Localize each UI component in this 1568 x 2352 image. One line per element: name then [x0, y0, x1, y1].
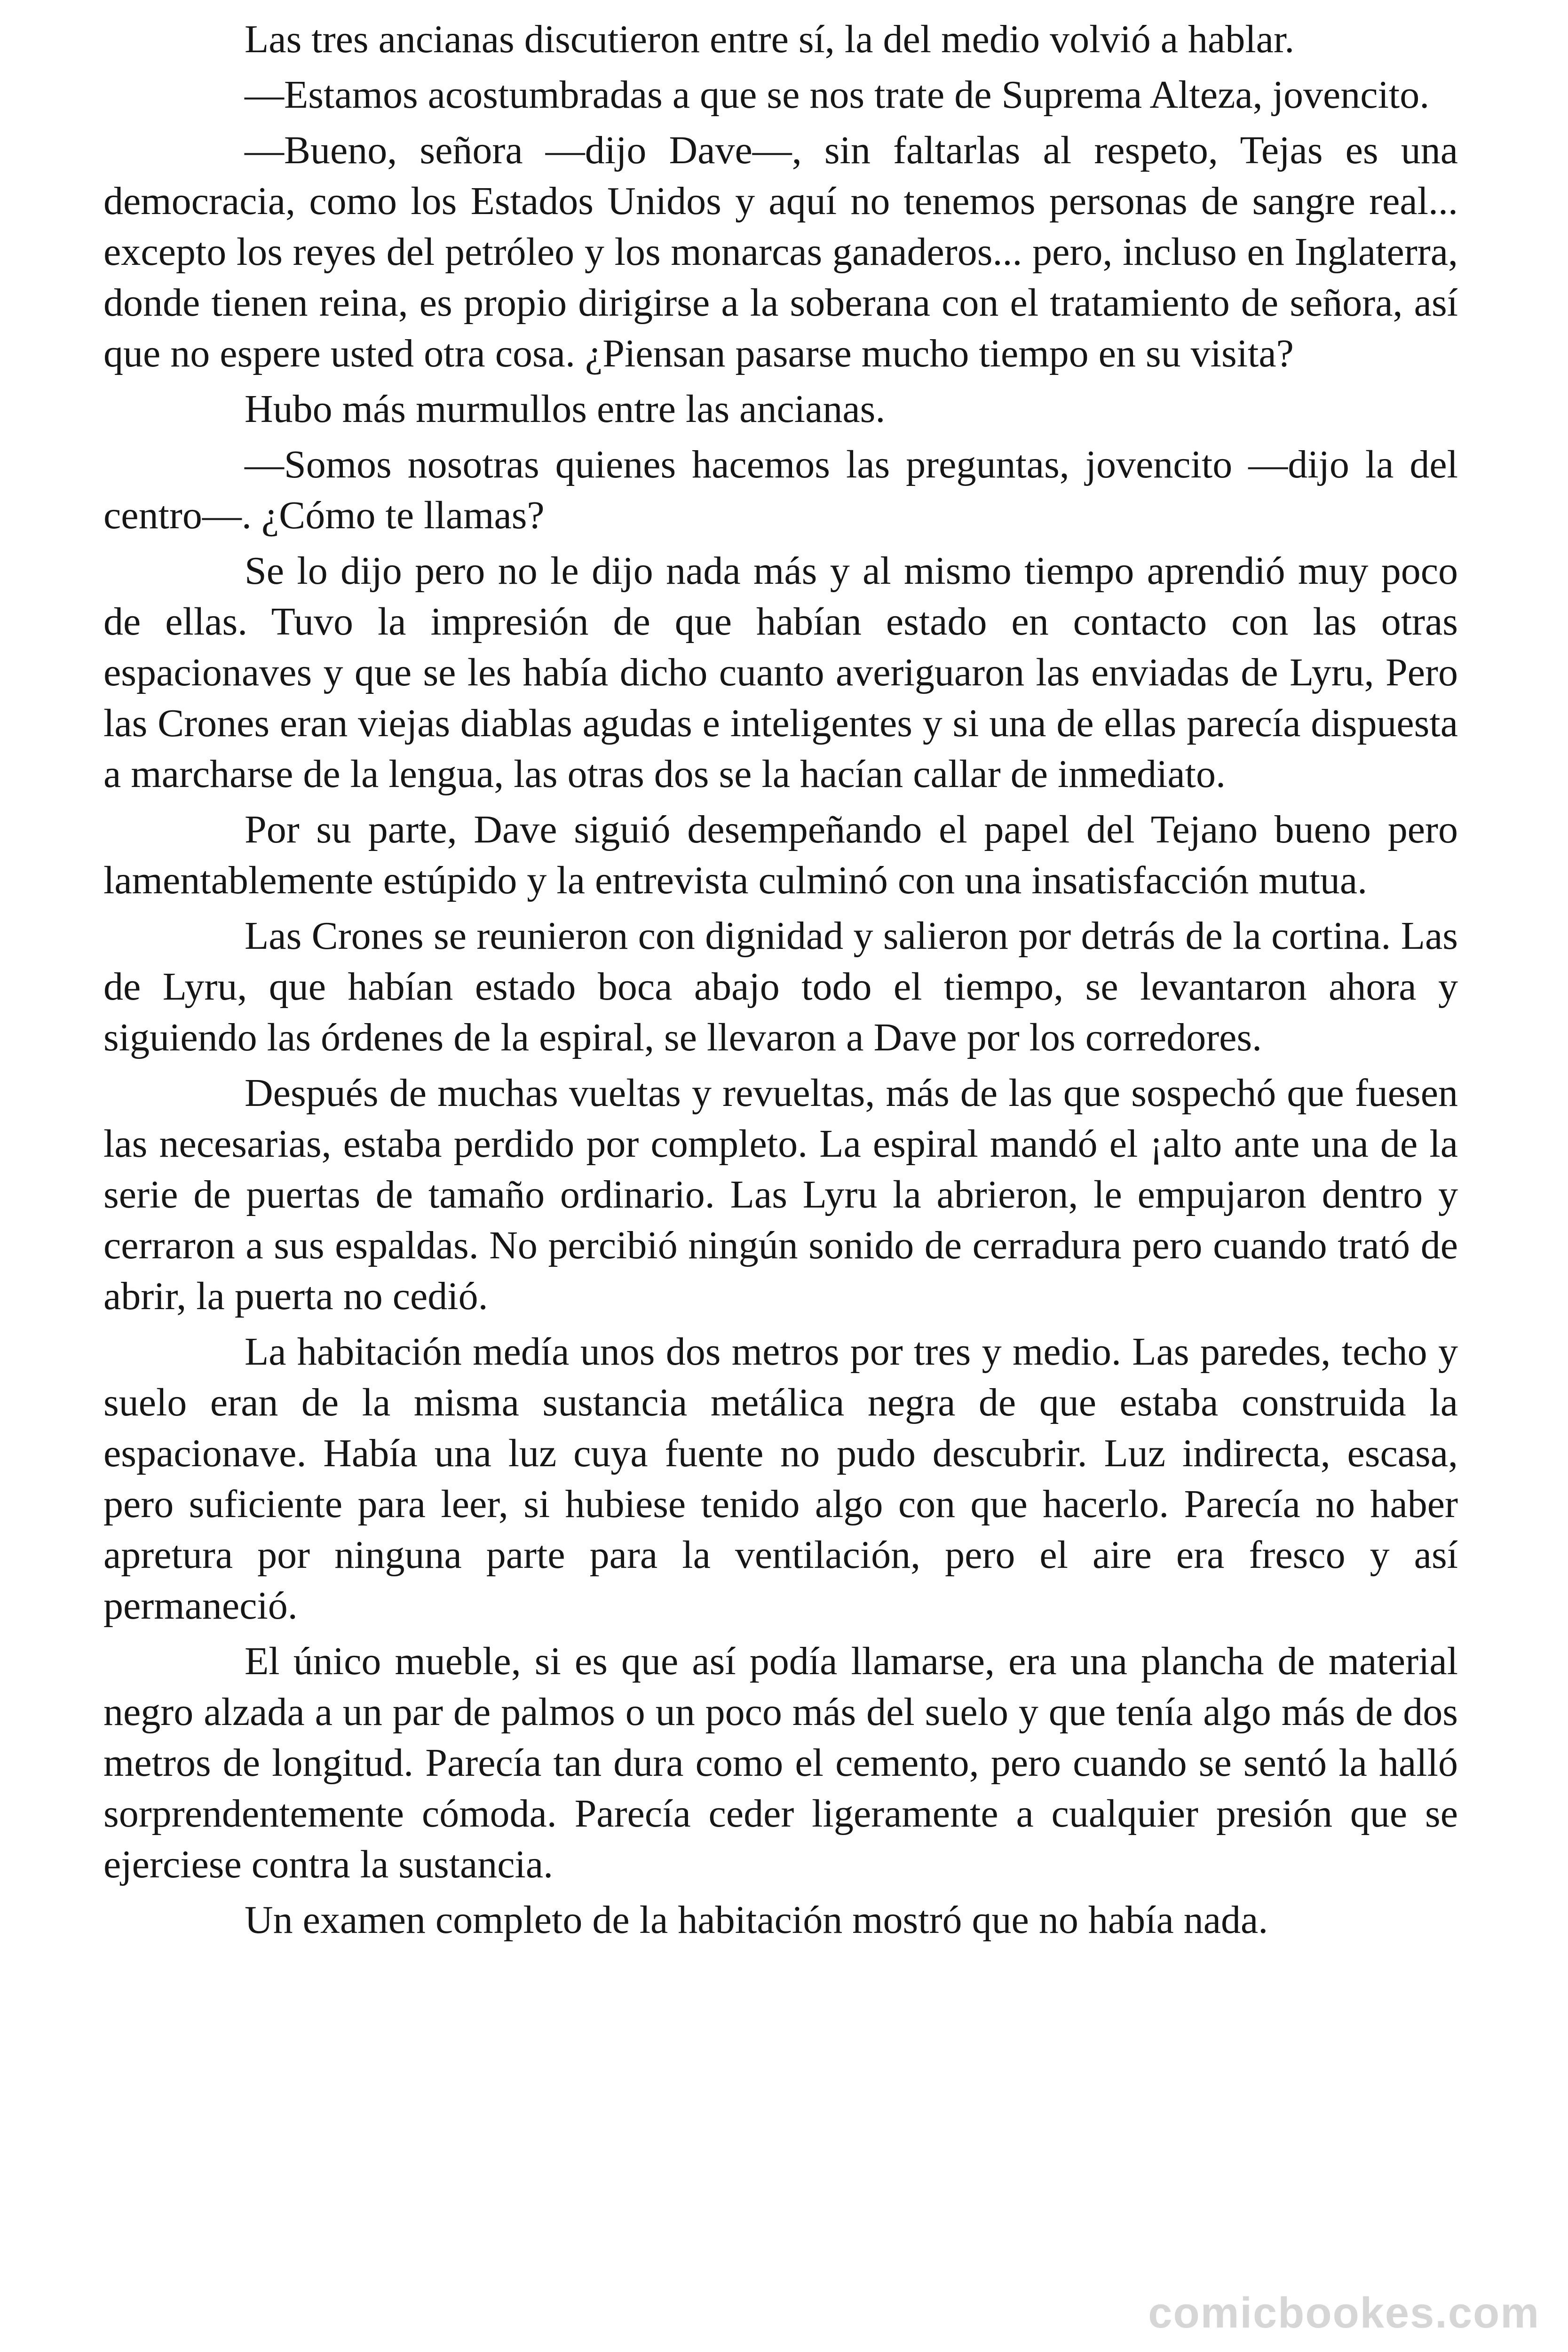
paragraph: Las tres ancianas discutieron entre sí, la del medio volvió a hablar.	[245, 17, 1295, 61]
paragraph: Las Crones se reunieron con dignidad y salieron por detrás de la cortina. Las de Lyru, que habían estado boca abajo todo el tiempo, se levantaron ahora y siguiendo las órdenes de la espiral, se llevaron a Dave por los corredores.	[103, 914, 1458, 1059]
paragraph: —Bueno, señora —dijo Dave—, sin faltarlas al respeto, Tejas es una democracia, como los Estados Unidos y aquí no tenemos personas de sangre real... excepto los reyes del petróleo y los monarcas ganaderos... pero, incluso en Inglaterra, donde tienen reina, es propio dirigirse a la soberana con el tratamiento de señora, así que no espere usted otra cosa. ¿Piensan pasarse mucho tiempo en su visita?	[103, 128, 1458, 375]
paragraph: Se lo dijo pero no le dijo nada más y al mismo tiempo aprendió muy poco de ellas. Tuvo la impresión de que habían estado en contacto con las otras espacionaves y que se les había dicho cuanto averiguaron las enviadas de Lyru, Pero las Crones eran viejas diablas agudas e inteligentes y si una de ellas parecía dispuesta a marcharse de la lengua, las otras dos se la hacían callar de inmediato.	[103, 549, 1458, 796]
paragraph: —Estamos acostumbradas a que se nos trate de Suprema Alteza, jovencito.	[245, 73, 1430, 117]
paragraph: Después de muchas vueltas y revueltas, más de las que sospechó que fuesen las necesarias, estaba perdido por completo. La espiral mandó el ¡alto ante una de la serie de puertas de tamaño ordinario. Las Lyru la abrieron, le empujaron dentro y cerraron a sus espaldas. No percibió ningún sonido de cerradura pero cuando trató de abrir, la puerta no cedió.	[103, 1071, 1458, 1318]
watermark: comicbookes.com	[1148, 2289, 1540, 2337]
paragraph: Por su parte, Dave siguió desempeñando el papel del Tejano bueno pero lamentablemente estúpido y la entrevista culminó con una insatisfacción mutua.	[103, 808, 1458, 902]
paragraph: La habitación medía unos dos metros por tres y medio. Las paredes, techo y suelo eran de la misma sustancia metálica negra de que estaba construida la espacionave. Había una luz cuya fuente no pudo descubrir. Luz indirecta, escasa, pero suficiente para leer, si hubiese tenido algo con que hacerlo. Parecía no haber apretura por ninguna parte para la ventilación, pero el aire era fresco y así permaneció.	[103, 1330, 1458, 1628]
paragraph: Hubo más murmullos entre las ancianas.	[245, 387, 886, 431]
paragraph: —Somos nosotras quienes hacemos las preguntas, jovencito —dijo la del centro—. ¿Cómo te llamas?	[103, 443, 1458, 537]
page-body	[103, 14, 1458, 1950]
paragraph: Un examen completo de la habitación mostró que no había nada.	[245, 1898, 1268, 1942]
paragraph: El único mueble, si es que así podía llamarse, era una plancha de material negro alzada a un par de palmos o un poco más del suelo y que tenía algo más de dos metros de longitud. Parecía tan dura como el cemento, pero cuando se sentó la halló sorprendentemente cómoda. Parecía ceder ligeramente a cualquier presión que se ejerciese contra la sustancia.	[103, 1639, 1458, 1886]
